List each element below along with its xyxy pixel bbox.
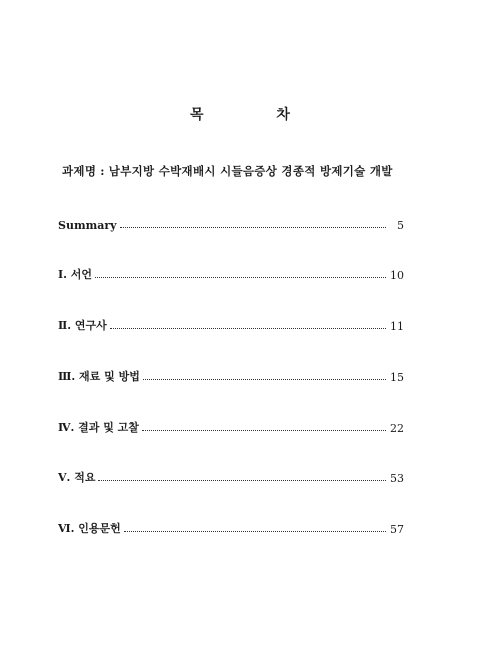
- toc-entry-page: 22: [390, 422, 404, 435]
- toc-entry-literature-review[interactable]: [58, 317, 404, 333]
- dot-leader: [95, 276, 386, 278]
- toc-entry-page: 57: [390, 523, 404, 536]
- page-title: 목 차: [190, 107, 324, 123]
- project-title: [62, 163, 393, 179]
- toc-entry-introduction[interactable]: [58, 266, 404, 282]
- toc-entry-summary-korean[interactable]: [58, 469, 404, 485]
- toc-entry-label: Ⅳ. 결과 및 고찰: [58, 421, 139, 434]
- toc-entry-label: Ⅴ. 적요: [58, 471, 96, 484]
- toc-entry-label: Ⅱ. 연구사: [58, 319, 107, 332]
- dot-leader: [98, 479, 386, 481]
- toc-entry-page: 10: [390, 269, 404, 282]
- toc-entry-materials-methods[interactable]: [58, 368, 404, 384]
- toc-entry-references[interactable]: [58, 520, 404, 536]
- toc-entry-summary[interactable]: [58, 216, 404, 232]
- toc-entry-page: 15: [390, 371, 404, 384]
- project-separator: :: [100, 164, 105, 178]
- dot-leader: [143, 378, 386, 380]
- dot-leader: [120, 226, 386, 228]
- dot-leader: [124, 530, 386, 532]
- dot-leader: [110, 327, 386, 329]
- project-name: 남부지방 수박재배시 시들음증상 경종적 방제기술 개발: [108, 164, 393, 178]
- toc-entry-label: Ⅰ. 서언: [58, 268, 93, 281]
- toc-entry-page: 11: [390, 320, 404, 333]
- toc-entry-page: 5: [397, 219, 404, 232]
- project-label: 과제명: [62, 164, 97, 178]
- toc-entry-label: Summary: [58, 219, 117, 232]
- dot-leader: [142, 429, 386, 431]
- toc-entry-results-discussion[interactable]: [58, 419, 404, 435]
- toc-entry-label: Ⅲ. 재료 및 방법: [58, 370, 140, 383]
- toc-entry-page: 53: [390, 472, 404, 485]
- toc-entry-label: Ⅵ. 인용문헌: [58, 522, 121, 535]
